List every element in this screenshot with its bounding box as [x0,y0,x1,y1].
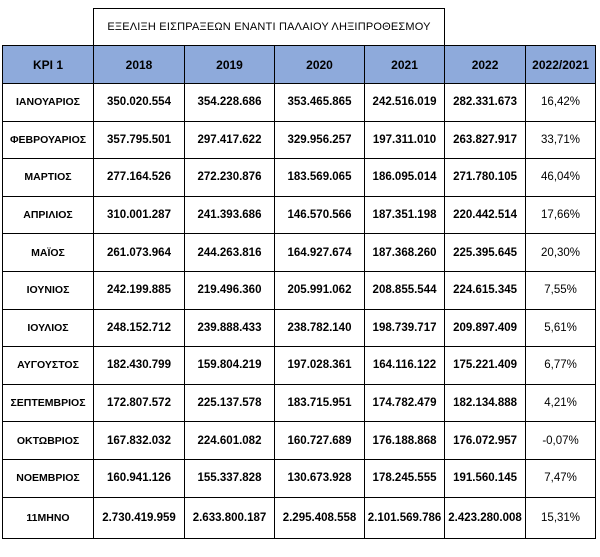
value-cell-2021: 208.855.544 [365,271,445,309]
value-cell-2018: 167.832.032 [94,422,185,460]
value-cell-2018: 350.020.554 [94,84,185,122]
value-cell-2020: 160.727.689 [275,422,365,460]
change-cell: 33,71% [526,121,596,159]
value-cell-2019: 297.417.622 [185,121,275,159]
value-cell-2022: 175.221.409 [445,347,526,385]
value-cell-2022: 225.395.645 [445,234,526,272]
value-cell-2020: 205.991.062 [275,271,365,309]
value-cell-2021: 186.095.014 [365,159,445,197]
table-row [3,234,596,272]
value-cell-2021: 174.782.479 [365,384,445,422]
value-cell-2022: 176.072.957 [445,422,526,460]
table-row [3,422,596,460]
value-cell-2020: 183.569.065 [275,159,365,197]
change-cell: 15,31% [526,497,596,538]
value-cell-2020: 2.295.408.558 [275,497,365,538]
value-cell-2022: 191.560.145 [445,459,526,497]
table-row [3,271,596,309]
value-cell-2022: 182.134.888 [445,384,526,422]
header-cell-2020: 2020 [275,46,365,84]
change-cell: 20,30% [526,234,596,272]
change-cell: 4,21% [526,384,596,422]
value-cell-2022: 209.897.409 [445,309,526,347]
value-cell-2021: 187.351.198 [365,196,445,234]
change-cell: 5,61% [526,309,596,347]
value-cell-2021: 198.739.717 [365,309,445,347]
title-blank-right [445,9,596,46]
row-label-cell: ΙΟΥΝΙΟΣ [3,271,94,309]
value-cell-2018: 242.199.885 [94,271,185,309]
value-cell-2019: 244.263.816 [185,234,275,272]
value-cell-2021: 242.516.019 [365,84,445,122]
table-body [3,84,596,539]
value-cell-2021: 2.101.569.786 [365,497,445,538]
table-row [3,309,596,347]
change-cell: 17,66% [526,196,596,234]
value-cell-2021: 187.368.260 [365,234,445,272]
value-cell-2019: 354.228.686 [185,84,275,122]
table-title: ΕΞΕΛΙΞΗ ΕΙΣΠΡΑΞΕΩΝ ΕΝΑΝΤΙ ΠΑΛΑΙΟΥ ΛΗΞΙΠΡΟΘΕΣΜΟΥ [94,9,445,46]
receipts-table [2,8,596,539]
value-cell-2019: 2.633.800.187 [185,497,275,538]
header-cell-change: 2022/2021 [526,46,596,84]
value-cell-2018: 357.795.501 [94,121,185,159]
header-cell-2019: 2019 [185,46,275,84]
row-label-cell: ΝΟΕΜΒΡΙΟΣ [3,459,94,497]
value-cell-2022: 282.331.673 [445,84,526,122]
value-cell-2020: 197.028.361 [275,347,365,385]
change-cell: 7,47% [526,459,596,497]
value-cell-2020: 130.673.928 [275,459,365,497]
row-label-cell: ΦΕΒΡΟΥΑΡΙΟΣ [3,121,94,159]
value-cell-2020: 329.956.257 [275,121,365,159]
header-cell-2022: 2022 [445,46,526,84]
table-row [3,347,596,385]
value-cell-2018: 2.730.419.959 [94,497,185,538]
value-cell-2022: 263.827.917 [445,121,526,159]
value-cell-2019: 224.601.082 [185,422,275,460]
table-row [3,459,596,497]
row-label-cell: ΙΑΝΟΥΑΡΙΟΣ [3,84,94,122]
header-cell-kpi: ΚΡΙ 1 [3,46,94,84]
table-row [3,159,596,197]
value-cell-2022: 271.780.105 [445,159,526,197]
header-cell-2018: 2018 [94,46,185,84]
value-cell-2019: 225.137.578 [185,384,275,422]
value-cell-2020: 164.927.674 [275,234,365,272]
value-cell-2018: 172.807.572 [94,384,185,422]
row-label-cell: ΑΥΓΟΥΣΤΟΣ [3,347,94,385]
total-row [3,497,596,538]
value-cell-2020: 238.782.140 [275,309,365,347]
value-cell-2018: 261.073.964 [94,234,185,272]
change-cell: 7,55% [526,271,596,309]
table-row [3,121,596,159]
value-cell-2018: 277.164.526 [94,159,185,197]
value-cell-2022: 2.423.280.008 [445,497,526,538]
value-cell-2020: 353.465.865 [275,84,365,122]
value-cell-2019: 159.804.219 [185,347,275,385]
change-cell: 16,42% [526,84,596,122]
value-cell-2022: 220.442.514 [445,196,526,234]
value-cell-2021: 178.245.555 [365,459,445,497]
row-label-cell: ΑΠΡΙΛΙΟΣ [3,196,94,234]
title-row [3,9,596,46]
table-row [3,384,596,422]
header-row [3,46,596,84]
value-cell-2020: 146.570.566 [275,196,365,234]
row-label-cell: ΜΑΡΤΙΟΣ [3,159,94,197]
value-cell-2020: 183.715.951 [275,384,365,422]
row-label-cell: ΙΟΥΛΙΟΣ [3,309,94,347]
change-cell: 46,04% [526,159,596,197]
row-label-cell: ΟΚΤΩΒΡΙΟΣ [3,422,94,460]
change-cell: 6,77% [526,347,596,385]
table-row [3,196,596,234]
value-cell-2019: 239.888.433 [185,309,275,347]
value-cell-2018: 248.152.712 [94,309,185,347]
value-cell-2019: 155.337.828 [185,459,275,497]
value-cell-2018: 160.941.126 [94,459,185,497]
row-label-cell: ΣΕΠΤΕΜΒΡΙΟΣ [3,384,94,422]
value-cell-2019: 272.230.876 [185,159,275,197]
header-cell-2021: 2021 [365,46,445,84]
value-cell-2019: 219.496.360 [185,271,275,309]
value-cell-2019: 241.393.686 [185,196,275,234]
row-label-cell: ΜΑΪΟΣ [3,234,94,272]
value-cell-2018: 310.001.287 [94,196,185,234]
value-cell-2021: 164.116.122 [365,347,445,385]
row-label-cell: 11ΜΗΝΟ [3,497,94,538]
value-cell-2018: 182.430.799 [94,347,185,385]
table-row [3,84,596,122]
value-cell-2021: 197.311.010 [365,121,445,159]
title-blank-cell [3,9,94,46]
change-cell: -0,07% [526,422,596,460]
value-cell-2021: 176.188.868 [365,422,445,460]
value-cell-2022: 224.615.345 [445,271,526,309]
